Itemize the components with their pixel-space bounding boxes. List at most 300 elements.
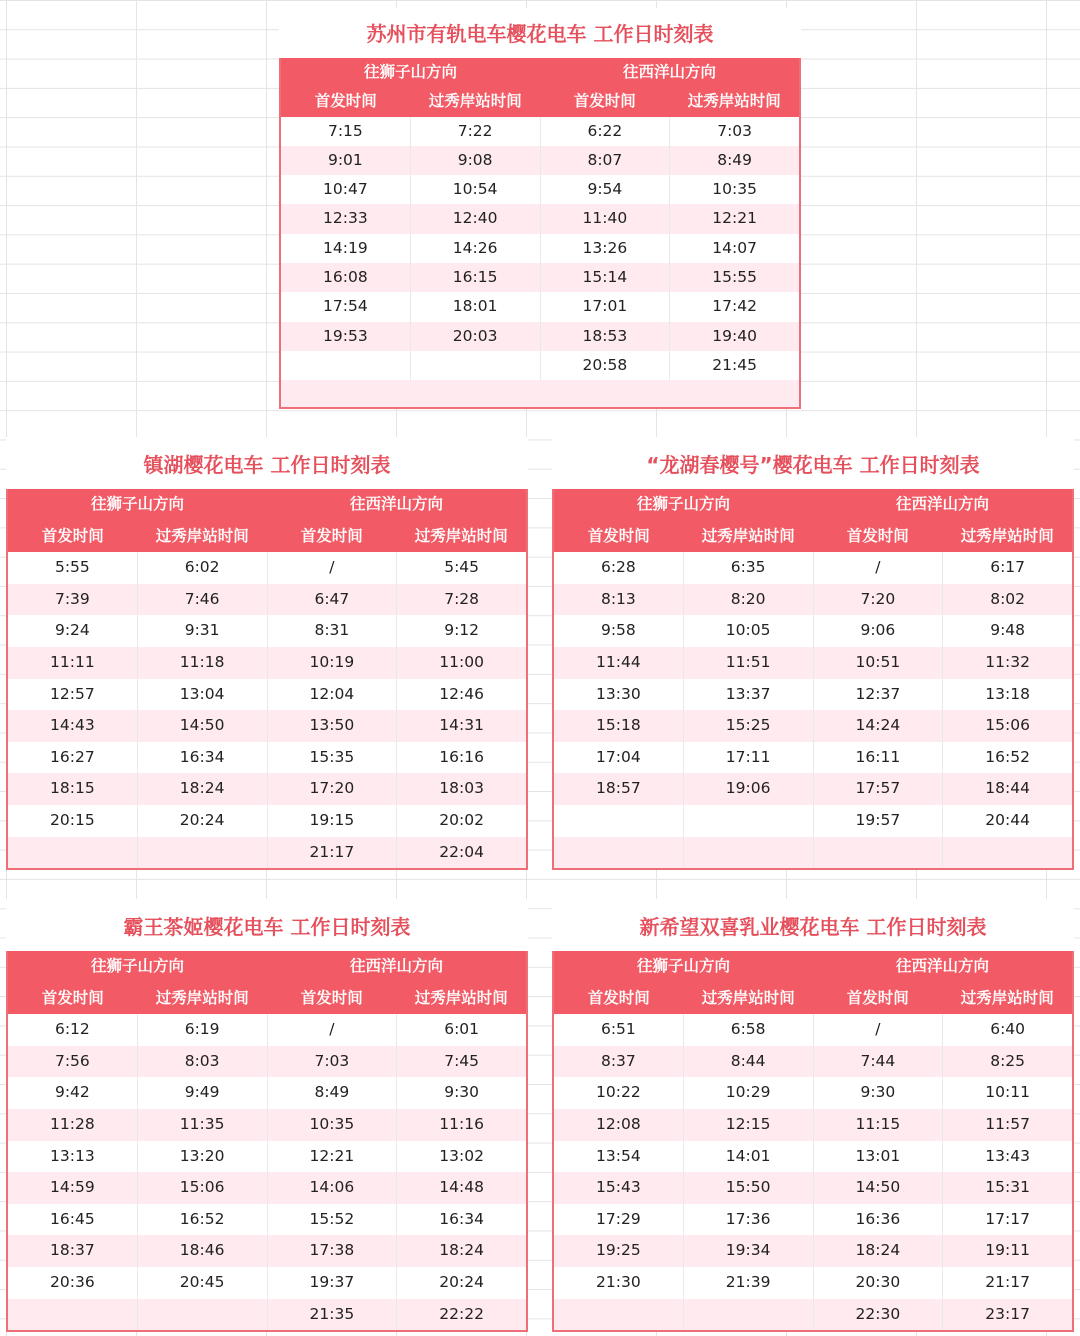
timetable-title: 霸王茶姬樱花电车 工作日时刻表 xyxy=(6,899,528,951)
table-row xyxy=(554,1141,1072,1173)
table-cell: 16:36 xyxy=(814,1204,944,1236)
table-cell: 13:02 xyxy=(439,1146,484,1165)
table-cell: 19:37 xyxy=(268,1267,398,1299)
table-row xyxy=(281,234,799,263)
table-cell: / xyxy=(268,1014,398,1046)
table-cell: 10:19 xyxy=(268,647,398,679)
table-cell: 9:30 xyxy=(444,1083,480,1102)
table-cell xyxy=(138,1299,268,1331)
column-header: 首发时间 xyxy=(41,526,104,545)
table-cell: 18:37 xyxy=(8,1235,138,1267)
table-row xyxy=(8,1014,526,1046)
column-header: 过秀岸站时间 xyxy=(701,526,795,545)
table-cell: 18:53 xyxy=(541,322,671,351)
table-cell: 10:22 xyxy=(554,1077,684,1109)
table-cell: 19:25 xyxy=(554,1235,684,1267)
table-row xyxy=(554,615,1072,647)
timetable-grid xyxy=(6,489,528,870)
table-row xyxy=(554,1172,1072,1204)
timetable-title: 新希望双喜乳业樱花电车 工作日时刻表 xyxy=(552,899,1074,951)
timetable-grid xyxy=(279,58,801,409)
table-cell: 14:26 xyxy=(411,234,541,263)
table-cell: 15:18 xyxy=(554,710,684,742)
table-cell: 7:03 xyxy=(268,1046,398,1078)
table-cell xyxy=(8,1299,138,1331)
table-cell: 11:44 xyxy=(554,647,684,679)
table-cell: 10:05 xyxy=(684,615,814,647)
column-header-row xyxy=(554,983,1072,1015)
table-row xyxy=(554,647,1072,679)
direction-header-south: 往西洋山方向 xyxy=(349,495,443,513)
table-cell: 12:37 xyxy=(814,679,944,711)
table-cell: 16:52 xyxy=(985,747,1030,766)
table-cell: 7:56 xyxy=(8,1046,138,1078)
direction-header-north: 往狮子山方向 xyxy=(363,63,457,81)
table-row xyxy=(554,805,1072,837)
column-header: 首发时间 xyxy=(587,526,650,545)
timetable-bawang xyxy=(6,899,528,1332)
timetable-title: 镇湖樱花电车 工作日时刻表 xyxy=(6,437,528,489)
table-cell: 20:30 xyxy=(814,1267,944,1299)
table-cell: 8:20 xyxy=(684,584,814,616)
column-header: 首发时间 xyxy=(314,92,377,111)
table-cell: 9:48 xyxy=(990,621,1026,640)
table-cell: 15:50 xyxy=(684,1172,814,1204)
table-cell: 19:40 xyxy=(712,326,757,345)
direction-header-row xyxy=(554,951,1072,983)
table-cell: 13:13 xyxy=(8,1141,138,1173)
column-header: 过秀岸站时间 xyxy=(687,92,781,111)
table-cell: 6:35 xyxy=(684,552,814,584)
table-cell: 6:47 xyxy=(268,584,398,616)
table-cell: 16:34 xyxy=(138,742,268,774)
table-cell: 11:11 xyxy=(8,647,138,679)
table-cell: 8:37 xyxy=(554,1046,684,1078)
table-cell: 14:50 xyxy=(138,710,268,742)
table-cell: 12:15 xyxy=(684,1109,814,1141)
table-cell: 18:15 xyxy=(8,773,138,805)
table-cell: 21:30 xyxy=(554,1267,684,1299)
column-header-row xyxy=(8,521,526,553)
timetable-xinxiwang xyxy=(552,899,1074,1332)
table-cell: 13:26 xyxy=(541,234,671,263)
table-row xyxy=(281,204,799,233)
table-cell: 6:22 xyxy=(541,117,671,146)
table-cell: 18:24 xyxy=(439,1241,484,1260)
timetable-body xyxy=(8,1014,526,1330)
table-cell xyxy=(8,837,138,869)
table-cell: 15:55 xyxy=(712,268,757,287)
table-cell: 18:46 xyxy=(138,1235,268,1267)
table-row xyxy=(554,742,1072,774)
table-row xyxy=(554,1267,1072,1299)
table-cell: 14:06 xyxy=(268,1172,398,1204)
table-cell: 5:55 xyxy=(8,552,138,584)
table-cell: 9:30 xyxy=(814,1077,944,1109)
table-cell: 12:21 xyxy=(712,209,757,228)
table-cell: 12:33 xyxy=(281,204,411,233)
table-cell: 8:25 xyxy=(990,1051,1026,1070)
table-row xyxy=(554,710,1072,742)
table-cell: 11:40 xyxy=(541,204,671,233)
table-cell: 17:01 xyxy=(541,292,671,321)
table-cell xyxy=(554,805,684,837)
table-cell xyxy=(943,837,1072,869)
table-cell xyxy=(411,351,541,380)
table-cell: 14:01 xyxy=(684,1141,814,1173)
table-cell: 11:51 xyxy=(684,647,814,679)
table-cell: 14:24 xyxy=(814,710,944,742)
table-cell: 13:04 xyxy=(138,679,268,711)
table-cell: 6:12 xyxy=(8,1014,138,1046)
table-cell: 9:49 xyxy=(138,1077,268,1109)
table-cell: 21:17 xyxy=(268,837,398,869)
column-header: 首发时间 xyxy=(573,92,636,111)
direction-header-row xyxy=(554,489,1072,521)
table-cell: 10:35 xyxy=(712,180,757,199)
table-cell: 9:06 xyxy=(814,615,944,647)
table-cell: 6:01 xyxy=(444,1020,480,1039)
table-cell: 13:30 xyxy=(554,679,684,711)
table-cell: 16:34 xyxy=(439,1209,484,1228)
table-cell: 17:11 xyxy=(684,742,814,774)
table-cell: 18:01 xyxy=(411,292,541,321)
table-cell: 10:11 xyxy=(985,1083,1030,1102)
table-cell: 14:31 xyxy=(439,716,484,735)
table-cell: 15:25 xyxy=(684,710,814,742)
column-header: 首发时间 xyxy=(300,526,363,545)
table-cell: 15:35 xyxy=(268,742,398,774)
table-cell xyxy=(554,837,684,869)
table-row xyxy=(8,1235,526,1267)
table-cell: 13:20 xyxy=(138,1141,268,1173)
table-row xyxy=(8,679,526,711)
table-row xyxy=(554,584,1072,616)
table-cell: 22:30 xyxy=(814,1299,944,1331)
table-cell: 7:03 xyxy=(717,121,753,140)
table-row xyxy=(8,1267,526,1299)
direction-header-north: 往狮子山方向 xyxy=(636,495,730,513)
table-cell: 9:54 xyxy=(541,175,671,204)
table-cell: 15:06 xyxy=(985,716,1030,735)
table-cell xyxy=(684,805,814,837)
table-cell: 9:58 xyxy=(554,615,684,647)
table-cell: 6:28 xyxy=(554,552,684,584)
table-cell: 16:45 xyxy=(8,1204,138,1236)
table-cell: 8:02 xyxy=(990,589,1026,608)
table-cell xyxy=(814,837,944,869)
table-cell: 7:45 xyxy=(444,1051,480,1070)
table-cell: 6:51 xyxy=(554,1014,684,1046)
timetable-grid xyxy=(552,951,1074,1332)
table-cell: 8:49 xyxy=(268,1077,398,1109)
table-row xyxy=(8,1046,526,1078)
table-cell: 20:36 xyxy=(8,1267,138,1299)
table-cell: 7:46 xyxy=(138,584,268,616)
table-cell: 19:11 xyxy=(985,1241,1030,1260)
table-row xyxy=(281,322,799,351)
table-cell: 12:40 xyxy=(411,204,541,233)
table-row xyxy=(8,647,526,679)
table-cell: 13:43 xyxy=(985,1146,1030,1165)
table-cell: 6:58 xyxy=(684,1014,814,1046)
table-row xyxy=(8,805,526,837)
table-cell: 8:31 xyxy=(268,615,398,647)
table-row xyxy=(554,1077,1072,1109)
table-cell: 7:15 xyxy=(281,117,411,146)
table-cell xyxy=(684,837,814,869)
table-cell: 14:07 xyxy=(712,238,757,257)
column-header: 首发时间 xyxy=(300,988,363,1007)
table-cell: 7:44 xyxy=(814,1046,944,1078)
table-cell: 7:28 xyxy=(444,589,480,608)
table-cell: 8:44 xyxy=(684,1046,814,1078)
table-cell: 19:15 xyxy=(268,805,398,837)
table-cell: 10:51 xyxy=(814,647,944,679)
table-cell: 17:17 xyxy=(985,1209,1030,1228)
table-cell: 14:19 xyxy=(281,234,411,263)
table-cell: 14:43 xyxy=(8,710,138,742)
table-cell: 20:45 xyxy=(138,1267,268,1299)
timetable-footer-filler xyxy=(281,380,799,407)
table-cell: 17:42 xyxy=(712,297,757,316)
table-cell: 9:08 xyxy=(411,146,541,175)
timetable-grid xyxy=(552,489,1074,870)
timetable-zhenhu xyxy=(6,437,528,870)
table-cell: 19:34 xyxy=(684,1235,814,1267)
table-cell: 21:35 xyxy=(268,1299,398,1331)
table-row xyxy=(554,1046,1072,1078)
table-cell: 13:50 xyxy=(268,710,398,742)
table-cell: 18:44 xyxy=(985,779,1030,798)
timetable-title: 苏州市有轨电车樱花电车 工作日时刻表 xyxy=(279,8,801,58)
table-cell: 13:18 xyxy=(985,684,1030,703)
table-cell: 11:16 xyxy=(439,1114,484,1133)
table-cell: 17:38 xyxy=(268,1235,398,1267)
table-cell: 12:08 xyxy=(554,1109,684,1141)
table-cell: 11:28 xyxy=(8,1109,138,1141)
table-cell: 16:52 xyxy=(138,1204,268,1236)
direction-header-north: 往狮子山方向 xyxy=(636,957,730,975)
column-header: 过秀岸站时间 xyxy=(428,92,522,111)
table-row xyxy=(8,615,526,647)
table-cell: 21:45 xyxy=(712,355,757,374)
column-header: 过秀岸站时间 xyxy=(414,988,508,1007)
table-cell: 17:04 xyxy=(554,742,684,774)
table-cell: 20:44 xyxy=(985,810,1030,829)
table-cell: 9:31 xyxy=(138,615,268,647)
column-header: 过秀岸站时间 xyxy=(155,526,249,545)
table-cell: 20:02 xyxy=(439,810,484,829)
direction-header-south: 往西洋山方向 xyxy=(349,957,443,975)
table-cell: 12:57 xyxy=(8,679,138,711)
timetable-longhu xyxy=(552,437,1074,870)
table-cell: 6:17 xyxy=(990,558,1026,577)
table-cell: 18:57 xyxy=(554,773,684,805)
table-cell: / xyxy=(268,552,398,584)
table-cell: 9:24 xyxy=(8,615,138,647)
table-cell: 11:32 xyxy=(985,652,1030,671)
timetable-body xyxy=(8,552,526,868)
table-cell: 10:35 xyxy=(268,1109,398,1141)
table-cell: 8:49 xyxy=(717,150,753,169)
table-row xyxy=(8,773,526,805)
table-cell: 19:06 xyxy=(684,773,814,805)
column-header: 首发时间 xyxy=(846,526,909,545)
table-row xyxy=(8,552,526,584)
direction-header-south: 往西洋山方向 xyxy=(895,495,989,513)
column-header: 过秀岸站时间 xyxy=(155,988,249,1007)
table-cell: 16:08 xyxy=(281,263,411,292)
table-cell: 8:07 xyxy=(541,146,671,175)
table-cell: 23:17 xyxy=(985,1304,1030,1323)
table-cell: 16:27 xyxy=(8,742,138,774)
column-header: 过秀岸站时间 xyxy=(960,526,1054,545)
table-cell: 19:57 xyxy=(814,805,944,837)
table-row xyxy=(8,1109,526,1141)
table-row xyxy=(281,351,799,380)
table-cell: 20:24 xyxy=(439,1272,484,1291)
timetable-grid xyxy=(6,951,528,1332)
table-row xyxy=(8,742,526,774)
table-cell: 12:04 xyxy=(268,679,398,711)
table-cell: 9:12 xyxy=(444,621,480,640)
table-cell: 15:14 xyxy=(541,263,671,292)
table-cell: 22:22 xyxy=(439,1304,484,1323)
table-row xyxy=(8,837,526,869)
table-cell: 14:50 xyxy=(814,1172,944,1204)
table-cell xyxy=(138,837,268,869)
table-row xyxy=(554,679,1072,711)
table-row xyxy=(554,773,1072,805)
table-cell: 7:39 xyxy=(8,584,138,616)
direction-header-row xyxy=(281,58,799,87)
table-cell: 6:19 xyxy=(138,1014,268,1046)
table-cell: 9:42 xyxy=(8,1077,138,1109)
timetable-title: “龙湖春樱号”樱花电车 工作日时刻表 xyxy=(552,437,1074,489)
table-cell: 6:40 xyxy=(990,1020,1026,1039)
table-cell: 11:35 xyxy=(138,1109,268,1141)
table-cell xyxy=(554,1299,684,1331)
table-row xyxy=(8,1299,526,1331)
table-row xyxy=(281,292,799,321)
table-cell: 16:11 xyxy=(814,742,944,774)
table-cell: 11:57 xyxy=(985,1114,1030,1133)
table-cell: 15:31 xyxy=(985,1178,1030,1197)
table-row xyxy=(8,710,526,742)
direction-header-row xyxy=(8,489,526,521)
table-cell: 12:21 xyxy=(268,1141,398,1173)
direction-header-south: 往西洋山方向 xyxy=(622,63,716,81)
table-cell: 18:24 xyxy=(814,1235,944,1267)
table-cell: 8:03 xyxy=(138,1046,268,1078)
table-row xyxy=(8,1141,526,1173)
table-cell: 16:16 xyxy=(439,747,484,766)
table-row xyxy=(554,1299,1072,1331)
table-cell: 21:17 xyxy=(985,1272,1030,1291)
table-cell: 15:06 xyxy=(138,1172,268,1204)
table-row xyxy=(281,146,799,175)
column-header: 首发时间 xyxy=(587,988,650,1007)
table-cell: 18:24 xyxy=(138,773,268,805)
table-cell: 17:54 xyxy=(281,292,411,321)
column-header-row xyxy=(281,87,799,116)
column-header: 过秀岸站时间 xyxy=(414,526,508,545)
column-header: 过秀岸站时间 xyxy=(960,988,1054,1007)
table-cell: 15:43 xyxy=(554,1172,684,1204)
table-row xyxy=(8,1204,526,1236)
table-cell: 6:02 xyxy=(138,552,268,584)
table-cell: 17:29 xyxy=(554,1204,684,1236)
table-cell: / xyxy=(814,552,944,584)
table-row xyxy=(554,1014,1072,1046)
column-header: 过秀岸站时间 xyxy=(701,988,795,1007)
table-cell: 21:39 xyxy=(684,1267,814,1299)
timetable-body xyxy=(554,1014,1072,1330)
table-cell: 20:15 xyxy=(8,805,138,837)
table-cell: 18:03 xyxy=(439,779,484,798)
table-row xyxy=(8,1077,526,1109)
table-row xyxy=(281,263,799,292)
table-cell: 20:58 xyxy=(541,351,671,380)
timetable-body xyxy=(281,117,799,381)
table-row xyxy=(8,584,526,616)
table-cell: 15:52 xyxy=(268,1204,398,1236)
table-cell: 14:48 xyxy=(439,1178,484,1197)
table-cell: 10:29 xyxy=(684,1077,814,1109)
table-cell: 8:13 xyxy=(554,584,684,616)
timetable-body xyxy=(554,552,1072,868)
table-cell: 11:15 xyxy=(814,1109,944,1141)
table-row xyxy=(554,552,1072,584)
column-header-row xyxy=(554,521,1072,553)
table-row xyxy=(554,1235,1072,1267)
table-row xyxy=(281,175,799,204)
timetable-main xyxy=(279,8,801,409)
table-cell: 10:54 xyxy=(411,175,541,204)
table-row xyxy=(281,117,799,146)
table-row xyxy=(554,1109,1072,1141)
table-cell: 11:00 xyxy=(439,652,484,671)
table-cell: 13:37 xyxy=(684,679,814,711)
table-row xyxy=(554,837,1072,869)
table-cell: 20:24 xyxy=(138,805,268,837)
table-cell: 13:54 xyxy=(554,1141,684,1173)
table-cell: 7:20 xyxy=(814,584,944,616)
table-cell: 17:36 xyxy=(684,1204,814,1236)
table-cell: 19:53 xyxy=(281,322,411,351)
table-cell: 11:18 xyxy=(138,647,268,679)
table-cell: 16:15 xyxy=(411,263,541,292)
direction-header-north: 往狮子山方向 xyxy=(90,957,184,975)
table-cell: 22:04 xyxy=(439,842,484,861)
table-cell: 9:01 xyxy=(281,146,411,175)
column-header: 首发时间 xyxy=(41,988,104,1007)
table-cell: 7:22 xyxy=(411,117,541,146)
column-header: 首发时间 xyxy=(846,988,909,1007)
table-cell: 17:57 xyxy=(814,773,944,805)
table-cell: 20:03 xyxy=(411,322,541,351)
table-cell: 14:59 xyxy=(8,1172,138,1204)
table-cell: 10:47 xyxy=(281,175,411,204)
table-cell: 13:01 xyxy=(814,1141,944,1173)
table-cell: 5:45 xyxy=(444,558,480,577)
table-cell: / xyxy=(814,1014,944,1046)
table-cell xyxy=(684,1299,814,1331)
table-cell xyxy=(281,351,411,380)
direction-header-north: 往狮子山方向 xyxy=(90,495,184,513)
direction-header-row xyxy=(8,951,526,983)
